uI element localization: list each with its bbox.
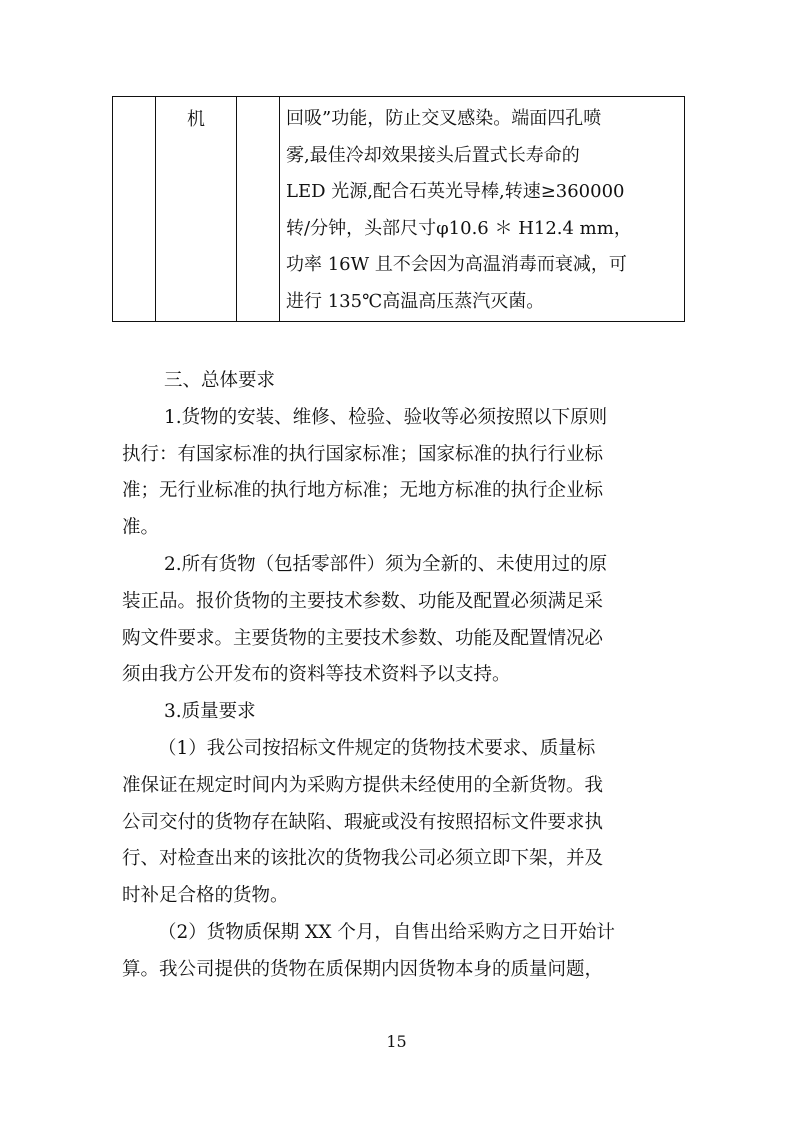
subsection-title: 3.质量要求 <box>164 701 256 723</box>
spec-table <box>112 96 685 322</box>
paragraph-line: 时补足合格的货物。 <box>122 885 289 907</box>
paragraph-line: 购文件要求。主要货物的主要技术参数、功能及配置情况必 <box>122 627 604 649</box>
description-line: LED 光源,配合石英光导棒,转速≥360000 <box>286 181 625 203</box>
paragraph-2 <box>122 547 675 694</box>
paragraph-line: 准。 <box>122 517 160 539</box>
table-cell-index <box>113 97 156 322</box>
description-line: 转/分钟，头部尺寸φ10.6 ＊ H12.4 mm， <box>286 217 632 239</box>
page-number: 15 <box>386 1032 407 1051</box>
table-cell-name <box>156 97 237 322</box>
paragraph-line: 准保证在规定时间内为采购方提供未经使用的全新货物。我 <box>122 774 604 796</box>
paragraph-line: 准；无行业标准的执行地方标准；无地方标准的执行企业标 <box>122 480 604 502</box>
paragraph-line: 2.所有货物（包括零部件）须为全新的、未使用过的原 <box>164 553 608 575</box>
paragraph-line: （1）我公司按招标文件规定的货物技术要求、质量标 <box>158 737 596 759</box>
paragraph-line: 装正品。报价货物的主要技术参数、功能及配置必须满足采 <box>122 590 604 612</box>
description-line: 雾,最佳冷却效果接头后置式长寿命的 <box>286 144 580 166</box>
item-name-fragment: 机 <box>187 109 205 130</box>
paragraph-line: 算。我公司提供的货物在质保期内因货物本身的质量问题， <box>122 958 604 980</box>
description-line: 回吸”功能，防止交叉感染。端面四孔喷 <box>286 108 602 129</box>
section-heading: 三、总体要求 <box>164 370 276 391</box>
paragraph-line: （2）货物质保期 XX 个月，自售出给采购方之日开始计 <box>158 921 615 943</box>
description-line: 进行 135℃高温高压蒸汽灭菌。 <box>286 290 545 312</box>
paragraph-line: 公司交付的货物存在缺陷、瑕疵或没有按照招标文件要求执 <box>122 811 604 833</box>
paragraph-3-1 <box>122 731 675 915</box>
paragraph-1 <box>122 400 675 547</box>
paragraph-line: 执行：有国家标准的执行国家标准；国家标准的执行行业标 <box>122 443 604 465</box>
paragraph-line: 行、对检查出来的该批次的货物我公司必须立即下架，并及 <box>122 848 604 870</box>
description-line: 功率 16W 且不会因为高温消毒而衰减，可 <box>286 254 627 276</box>
table-cell-description <box>280 97 685 322</box>
paragraph-line: 须由我方公开发布的资料等技术资料予以支持。 <box>122 664 511 686</box>
table-row <box>113 97 685 322</box>
paragraph-3-2 <box>122 915 675 989</box>
document-body <box>122 363 675 989</box>
table-cell-quantity <box>237 97 280 322</box>
paragraph-line: 1.货物的安装、维修、检验、验收等必须按照以下原则 <box>164 406 608 428</box>
